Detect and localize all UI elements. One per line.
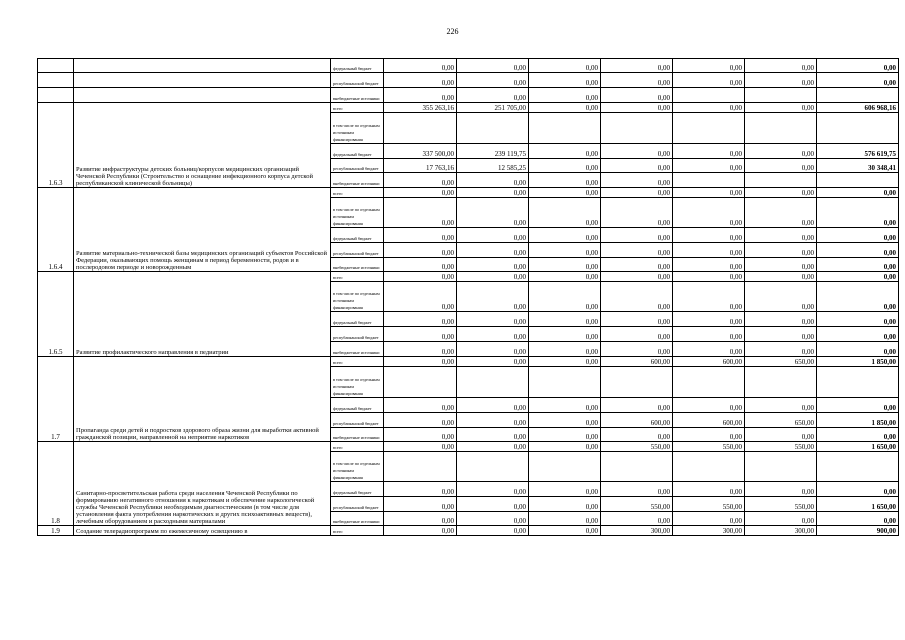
year-value: 0,00 — [384, 512, 457, 526]
total-value: 1 650,00 — [817, 442, 899, 452]
total-value: 1 650,00 — [817, 497, 899, 512]
year-value — [457, 367, 529, 398]
year-value: 600,00 — [673, 357, 745, 367]
year-value: 300,00 — [745, 526, 817, 536]
year-value: 0,00 — [529, 512, 601, 526]
item-name: Развитие инфраструктуры детских больниц/корпусов медицинских организаций Чеченской Республики (Строительство и оснащение инфекционного корпуса детской республиканской клинической больницы) — [74, 103, 331, 188]
item-number — [38, 59, 74, 73]
table-row — [38, 272, 899, 282]
funding-source: республиканский бюджет — [331, 73, 384, 88]
year-value — [601, 367, 673, 398]
item-name: Развитие материально-технической базы медицинских организаций субъектов Российской Федерации, оказывающих помощь женщинам в период беременности, родов и в послеродовом периоде и новорожденным — [74, 188, 331, 272]
year-value: 0,00 — [529, 482, 601, 497]
year-value: 0,00 — [673, 59, 745, 73]
year-value: 0,00 — [673, 243, 745, 258]
year-value: 0,00 — [529, 497, 601, 512]
funding-source: в том числе по отдельным источникам финансирования — [331, 198, 384, 228]
year-value: 0,00 — [673, 228, 745, 243]
year-value: 0,00 — [601, 188, 673, 198]
funding-source: федеральный бюджет — [331, 228, 384, 243]
year-value: 0,00 — [529, 398, 601, 413]
year-value — [529, 367, 601, 398]
table-row — [38, 88, 899, 103]
year-value: 650,00 — [745, 357, 817, 367]
funding-source: республиканский бюджет — [331, 413, 384, 428]
total-value: 0,00 — [817, 482, 899, 497]
year-value: 0,00 — [529, 73, 601, 88]
funding-source: всего — [331, 188, 384, 198]
year-value: 12 585,25 — [457, 159, 529, 173]
year-value: 0,00 — [529, 173, 601, 188]
funding-source: всего — [331, 442, 384, 452]
year-value — [384, 367, 457, 398]
year-value: 0,00 — [673, 428, 745, 442]
year-value: 0,00 — [673, 103, 745, 113]
year-value — [745, 113, 817, 144]
year-value: 0,00 — [745, 243, 817, 258]
total-value — [817, 367, 899, 398]
year-value: 0,00 — [601, 312, 673, 327]
year-value: 0,00 — [529, 327, 601, 342]
year-value: 0,00 — [673, 188, 745, 198]
year-value: 0,00 — [457, 512, 529, 526]
item-name: Пропаганда среди детей и подростков здорового образа жизни для выработки активной гражданской позиции, направленной на неприятие наркотиков — [74, 357, 331, 442]
year-value: 550,00 — [601, 442, 673, 452]
funding-source: в том числе по отдельным источникам финансирования — [331, 113, 384, 144]
year-value: 0,00 — [529, 88, 601, 103]
item-number: 1.7 — [38, 357, 74, 442]
year-value: 0,00 — [457, 228, 529, 243]
year-value: 0,00 — [384, 497, 457, 512]
year-value: 0,00 — [601, 144, 673, 159]
year-value: 0,00 — [529, 198, 601, 228]
funding-source: федеральный бюджет — [331, 482, 384, 497]
total-value: 0,00 — [817, 428, 899, 442]
total-value: 0,00 — [817, 73, 899, 88]
year-value — [673, 367, 745, 398]
year-value: 0,00 — [384, 188, 457, 198]
total-value: 0,00 — [817, 59, 899, 73]
year-value: 0,00 — [529, 103, 601, 113]
year-value: 0,00 — [745, 188, 817, 198]
year-value — [601, 452, 673, 482]
year-value: 0,00 — [673, 342, 745, 357]
funding-source: федеральный бюджет — [331, 144, 384, 159]
total-value — [817, 173, 899, 188]
year-value: 0,00 — [673, 327, 745, 342]
year-value: 0,00 — [457, 243, 529, 258]
funding-source: всего — [331, 272, 384, 282]
year-value: 239 119,75 — [457, 144, 529, 159]
year-value: 0,00 — [601, 258, 673, 272]
funding-source: всего — [331, 526, 384, 536]
total-value: 0,00 — [817, 312, 899, 327]
year-value: 550,00 — [673, 497, 745, 512]
total-value: 30 348,41 — [817, 159, 899, 173]
table-row — [38, 103, 899, 113]
year-value: 0,00 — [601, 282, 673, 312]
year-value: 0,00 — [457, 442, 529, 452]
year-value: 0,00 — [457, 59, 529, 73]
year-value: 0,00 — [384, 398, 457, 413]
year-value: 0,00 — [745, 228, 817, 243]
year-value — [529, 452, 601, 482]
table-row — [38, 188, 899, 198]
year-value — [745, 452, 817, 482]
table-row — [38, 526, 899, 536]
year-value: 0,00 — [673, 512, 745, 526]
year-value: 550,00 — [745, 442, 817, 452]
year-value: 0,00 — [601, 428, 673, 442]
table-row — [38, 357, 899, 367]
year-value: 0,00 — [529, 159, 601, 173]
year-value: 0,00 — [384, 482, 457, 497]
page-number: 226 — [446, 27, 459, 36]
total-value: 0,00 — [817, 272, 899, 282]
total-value: 0,00 — [817, 258, 899, 272]
year-value: 0,00 — [745, 73, 817, 88]
year-value: 0,00 — [384, 59, 457, 73]
year-value: 0,00 — [601, 103, 673, 113]
year-value — [601, 113, 673, 144]
year-value — [384, 452, 457, 482]
year-value: 600,00 — [601, 357, 673, 367]
item-number: 1.6.3 — [38, 103, 74, 188]
year-value: 0,00 — [673, 159, 745, 173]
table-row — [38, 59, 899, 73]
total-value: 0,00 — [817, 342, 899, 357]
year-value: 0,00 — [673, 282, 745, 312]
year-value: 0,00 — [457, 482, 529, 497]
year-value: 0,00 — [601, 198, 673, 228]
year-value: 0,00 — [673, 144, 745, 159]
total-value: 1 850,00 — [817, 413, 899, 428]
year-value: 0,00 — [601, 173, 673, 188]
total-value: 0,00 — [817, 228, 899, 243]
year-value: 0,00 — [384, 442, 457, 452]
year-value: 0,00 — [673, 482, 745, 497]
year-value: 0,00 — [601, 159, 673, 173]
year-value: 0,00 — [673, 398, 745, 413]
year-value: 0,00 — [529, 272, 601, 282]
funding-source: республиканский бюджет — [331, 243, 384, 258]
year-value: 0,00 — [457, 428, 529, 442]
year-value: 0,00 — [673, 73, 745, 88]
year-value: 0,00 — [384, 88, 457, 103]
year-value: 300,00 — [601, 526, 673, 536]
year-value — [457, 452, 529, 482]
year-value: 550,00 — [673, 442, 745, 452]
year-value: 0,00 — [745, 59, 817, 73]
funding-source: всего — [331, 103, 384, 113]
year-value: 0,00 — [457, 282, 529, 312]
year-value: 0,00 — [601, 342, 673, 357]
funding-source: федеральный бюджет — [331, 312, 384, 327]
year-value: 0,00 — [601, 88, 673, 103]
funding-source: внебюджетные источники — [331, 512, 384, 526]
year-value: 0,00 — [529, 428, 601, 442]
year-value — [673, 113, 745, 144]
year-value: 0,00 — [745, 282, 817, 312]
item-name: Санитарно-просветительская работа среди населения Чеченской Республики по формированию негативного отношения к наркотикам и обеспечение наркологической службы Чеченской Республики необходимым диагностическим (в том числе для установления факта употребления наркотических и других психоактивных веществ), лечебным оборудованием и расходными материалами — [74, 442, 331, 526]
funding-source: федеральный бюджет — [331, 398, 384, 413]
year-value: 0,00 — [529, 144, 601, 159]
year-value: 0,00 — [745, 512, 817, 526]
year-value: 0,00 — [745, 312, 817, 327]
funding-source: внебюджетные источники — [331, 88, 384, 103]
funding-source: внебюджетные источники — [331, 173, 384, 188]
total-value: 900,00 — [817, 526, 899, 536]
year-value: 0,00 — [457, 327, 529, 342]
year-value — [745, 88, 817, 103]
year-value: 0,00 — [384, 327, 457, 342]
year-value: 0,00 — [457, 413, 529, 428]
year-value — [673, 452, 745, 482]
year-value: 0,00 — [745, 342, 817, 357]
total-value: 0,00 — [817, 198, 899, 228]
item-number: 1.8 — [38, 442, 74, 526]
year-value: 0,00 — [673, 272, 745, 282]
year-value: 0,00 — [601, 243, 673, 258]
item-number — [38, 73, 74, 88]
item-name — [74, 59, 331, 73]
year-value: 0,00 — [529, 258, 601, 272]
total-value: 0,00 — [817, 512, 899, 526]
item-name: Развитие профилактического направления в педиатрии — [74, 272, 331, 357]
year-value: 0,00 — [384, 198, 457, 228]
item-number: 1.9 — [38, 526, 74, 536]
year-value: 0,00 — [384, 73, 457, 88]
year-value: 0,00 — [601, 398, 673, 413]
year-value: 0,00 — [384, 342, 457, 357]
year-value — [673, 88, 745, 103]
year-value: 0,00 — [384, 258, 457, 272]
total-value: 0,00 — [817, 243, 899, 258]
year-value: 337 500,00 — [384, 144, 457, 159]
item-number: 1.6.5 — [38, 272, 74, 357]
year-value: 300,00 — [673, 526, 745, 536]
year-value: 251 705,00 — [457, 103, 529, 113]
total-value: 606 968,16 — [817, 103, 899, 113]
year-value: 0,00 — [457, 357, 529, 367]
total-value: 576 619,75 — [817, 144, 899, 159]
year-value: 0,00 — [745, 428, 817, 442]
total-value — [817, 88, 899, 103]
year-value: 0,00 — [457, 188, 529, 198]
table-body — [38, 59, 899, 536]
year-value: 0,00 — [457, 272, 529, 282]
total-value — [817, 113, 899, 144]
item-number: 1.6.4 — [38, 188, 74, 272]
year-value: 0,00 — [529, 312, 601, 327]
year-value: 0,00 — [601, 327, 673, 342]
year-value: 0,00 — [745, 198, 817, 228]
year-value: 0,00 — [745, 482, 817, 497]
year-value: 0,00 — [384, 243, 457, 258]
year-value: 0,00 — [457, 526, 529, 536]
year-value: 0,00 — [529, 442, 601, 452]
year-value: 0,00 — [384, 526, 457, 536]
year-value — [745, 367, 817, 398]
year-value: 0,00 — [529, 188, 601, 198]
year-value: 0,00 — [529, 59, 601, 73]
year-value: 0,00 — [601, 73, 673, 88]
total-value: 0,00 — [817, 282, 899, 312]
year-value: 0,00 — [384, 173, 457, 188]
year-value: 0,00 — [745, 398, 817, 413]
funding-source: в том числе по отдельным источникам финансирования — [331, 367, 384, 398]
year-value: 0,00 — [529, 342, 601, 357]
year-value: 0,00 — [673, 258, 745, 272]
year-value: 0,00 — [457, 73, 529, 88]
year-value: 0,00 — [457, 198, 529, 228]
year-value: 0,00 — [745, 103, 817, 113]
funding-source: в том числе по отдельным источникам финансирования — [331, 452, 384, 482]
year-value: 0,00 — [384, 272, 457, 282]
year-value: 0,00 — [601, 59, 673, 73]
year-value — [529, 113, 601, 144]
year-value: 0,00 — [457, 497, 529, 512]
year-value: 0,00 — [745, 258, 817, 272]
funding-source: всего — [331, 357, 384, 367]
item-name — [74, 88, 331, 103]
year-value: 0,00 — [457, 88, 529, 103]
item-name — [74, 73, 331, 88]
year-value: 550,00 — [601, 497, 673, 512]
year-value: 0,00 — [384, 357, 457, 367]
funding-source: республиканский бюджет — [331, 497, 384, 512]
year-value: 600,00 — [673, 413, 745, 428]
year-value — [457, 113, 529, 144]
year-value: 0,00 — [745, 144, 817, 159]
total-value: 0,00 — [817, 327, 899, 342]
funding-source: внебюджетные источники — [331, 258, 384, 272]
year-value: 0,00 — [384, 413, 457, 428]
total-value: 1 850,00 — [817, 357, 899, 367]
year-value: 0,00 — [745, 272, 817, 282]
year-value: 600,00 — [601, 413, 673, 428]
year-value: 0,00 — [601, 482, 673, 497]
year-value: 0,00 — [673, 198, 745, 228]
year-value: 0,00 — [384, 428, 457, 442]
year-value: 0,00 — [529, 413, 601, 428]
table-row — [38, 442, 899, 452]
year-value: 0,00 — [745, 159, 817, 173]
year-value: 0,00 — [529, 357, 601, 367]
year-value: 0,00 — [673, 312, 745, 327]
year-value: 0,00 — [745, 327, 817, 342]
year-value: 0,00 — [457, 398, 529, 413]
funding-source: республиканский бюджет — [331, 327, 384, 342]
year-value: 17 763,16 — [384, 159, 457, 173]
total-value: 0,00 — [817, 398, 899, 413]
year-value: 0,00 — [529, 228, 601, 243]
funding-source: республиканский бюджет — [331, 159, 384, 173]
year-value: 0,00 — [529, 282, 601, 312]
year-value: 0,00 — [384, 228, 457, 243]
year-value: 0,00 — [384, 312, 457, 327]
year-value: 0,00 — [457, 312, 529, 327]
item-number — [38, 88, 74, 103]
year-value — [673, 173, 745, 188]
funding-source: внебюджетные источники — [331, 428, 384, 442]
total-value: 0,00 — [817, 188, 899, 198]
year-value — [745, 173, 817, 188]
year-value: 0,00 — [457, 173, 529, 188]
total-value — [817, 452, 899, 482]
funding-source: внебюджетные источники — [331, 342, 384, 357]
year-value: 0,00 — [529, 243, 601, 258]
item-name: Создание телерадиопрограмм по ежемесячному освещению в — [74, 526, 331, 536]
year-value: 0,00 — [601, 512, 673, 526]
table-row — [38, 73, 899, 88]
year-value: 0,00 — [601, 272, 673, 282]
budget-table — [37, 58, 899, 536]
year-value: 550,00 — [745, 497, 817, 512]
year-value: 0,00 — [457, 342, 529, 357]
funding-source: федеральный бюджет — [331, 59, 384, 73]
year-value: 0,00 — [384, 282, 457, 312]
year-value: 355 263,16 — [384, 103, 457, 113]
year-value: 650,00 — [745, 413, 817, 428]
year-value — [384, 113, 457, 144]
funding-source: в том числе по отдельным источникам финансирования — [331, 282, 384, 312]
year-value: 0,00 — [601, 228, 673, 243]
year-value: 0,00 — [457, 258, 529, 272]
year-value: 0,00 — [529, 526, 601, 536]
